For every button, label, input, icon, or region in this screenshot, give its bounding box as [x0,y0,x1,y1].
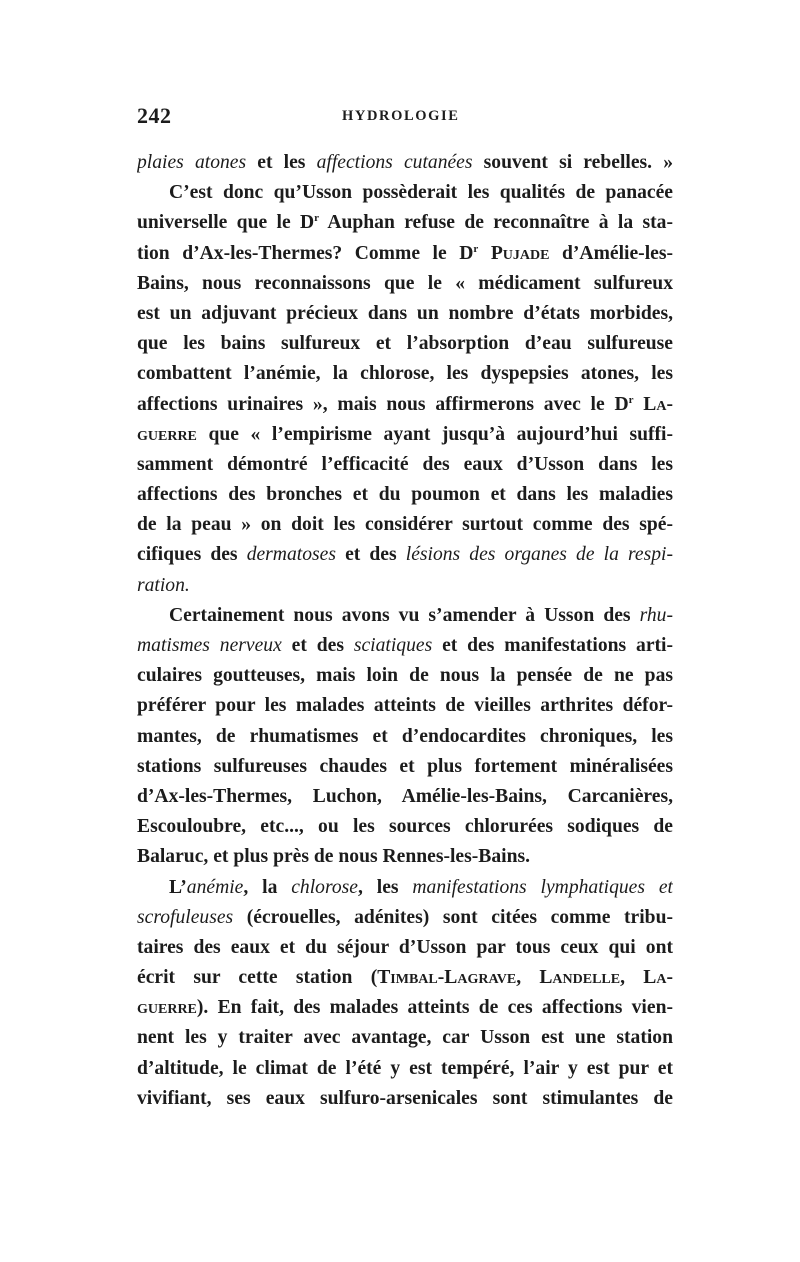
small-caps-name: La- [643,393,673,415]
text-segment: d’Ax-les-Thermes, Luchon, Amélie-les-Bains, Carcanières, [137,785,673,807]
text-line [137,933,673,963]
running-head [137,103,677,133]
text-line [137,873,673,903]
text-line [137,420,673,450]
italic-text: plaies atones [137,152,247,173]
text-segment: universelle que le D [137,212,315,234]
text-line [137,510,673,540]
text-line [137,359,673,389]
small-caps-name: Timbal-Lagrave [377,967,517,989]
text-segment: samment démontré l’efficacité des eaux d’Usson dans les [137,453,673,475]
text-segment: préférer pour les malades atteints de vieilles arthrites défor- [137,695,673,717]
text-segment: , [620,967,644,989]
italic-text: rhu- [639,604,673,626]
superscript: r [314,212,320,225]
text-line [137,390,673,420]
text-segment: et les [246,152,317,173]
text-segment: (écrouelles, adénites) sont citées comme tribu- [233,906,673,928]
text-segment: nent les y traiter avec avantage, car Usson est une station [137,1027,673,1049]
text-line [137,963,673,993]
text-segment: que « l’empirisme ayant jusqu’à aujourd’hui suffi- [196,423,673,445]
italic-text: ration. [137,574,190,596]
text-line [137,1084,673,1114]
italic-text: manifestations lymphatiques et [412,876,673,898]
italic-text: scrofuleuses [137,906,234,928]
small-caps-name: Pujade [490,242,550,264]
small-caps-name: guerre [137,423,197,445]
text-segment: tion d’Ax-les-Thermes? Comme le D [137,242,474,264]
italic-text: lésions des organes de la respi- [405,544,673,566]
text-line [137,631,673,661]
italic-text: affections cutanées [316,152,473,173]
small-caps-name: La- [643,967,673,989]
text-line [137,601,673,631]
text-segment: taires des eaux et du séjour d’Usson par tous ceux qui ont [137,936,673,958]
superscript: r [473,242,479,255]
text-line [137,329,673,359]
text-segment: et des manifestations arti- [432,635,673,656]
running-title: HYDROLOGIE [342,108,460,124]
text-segment: d’altitude, le climat de l’été y est tempéré, l’air y est pur et [137,1057,673,1079]
text-segment: vivifiant, ses eaux sulfuro-arsenicales sont stimulantes de [137,1087,673,1109]
text-segment: Certainement nous avons vu s’amender à Usson des [169,604,640,626]
text-segment: , la [243,876,292,898]
body-text [137,148,673,1114]
text-segment: , les [358,876,413,898]
italic-text: dermatoses [246,544,336,566]
text-segment: et des [281,635,354,656]
text-segment: , [516,967,540,989]
italic-text: anémie [186,876,244,898]
text-segment [478,243,491,264]
text-segment: L’ [169,876,187,898]
text-segment: de la peau » on doit les considérer surtout comme des spé- [137,514,673,536]
italic-text: matismes nerveux [137,635,282,656]
text-segment: combattent l’anémie, la chlorose, les dyspepsies atones, les [137,363,673,385]
small-caps-name: Landelle [539,967,621,989]
text-line [137,299,673,329]
text-segment: Escouloubre, etc..., ou les sources chlorurées sodiques de [137,816,673,838]
text-line [137,239,673,269]
text-segment: d’Amélie-les- [549,242,673,264]
text-line [137,722,673,752]
italic-text: sciatiques [353,635,433,656]
text-line [137,178,673,208]
text-segment [634,394,644,415]
text-line [137,540,673,570]
text-segment: écrit sur cette station ( [137,967,378,989]
text-segment: est un adjuvant précieux dans un nombre d’états morbides, [137,302,673,324]
text-segment: souvent si rebelles. » [472,152,673,173]
text-line [137,1054,673,1084]
text-line [137,782,673,812]
text-segment: culaires goutteuses, mais loin de nous la pensée de ne pas [137,665,673,687]
text-line [137,450,673,480]
text-segment: Balaruc, et plus près de nous Rennes-les-Bains. [137,846,531,868]
text-line [137,993,673,1023]
text-segment: affections urinaires », mais nous affirmerons avec le D [137,393,629,415]
text-line [137,571,673,601]
page-number: 242 [137,103,172,128]
text-segment: ). En fait, des malades atteints de ces affections vien- [196,997,673,1019]
text-line [137,269,673,299]
text-line [137,208,673,238]
text-segment: Bains, nous reconnaissons que le « médicament sulfureux [137,272,673,294]
text-line [137,903,673,933]
text-line [137,661,673,691]
italic-text: chlorose [291,876,358,898]
text-line [137,480,673,510]
text-line [137,1023,673,1053]
text-segment: C’est donc qu’Usson possèderait les qualités de panacée [169,182,673,204]
text-line [137,691,673,721]
text-segment: stations sulfureuses chaudes et plus fortement minéralisées [137,755,673,777]
text-segment: mantes, de rhumatismes et d’endocardites chroniques, les [137,725,673,747]
text-segment: affections des bronches et du poumon et dans les maladies [137,484,673,506]
text-segment: Auphan refuse de reconnaître à la sta- [319,212,673,234]
text-segment: que les bains sulfureux et l’absorption d’eau sulfureuse [137,333,673,355]
text-segment: cifiques des [137,544,247,566]
text-line [137,842,673,872]
small-caps-name: guerre [137,997,197,1019]
text-line [137,812,673,842]
text-line [137,752,673,782]
superscript: r [628,393,634,406]
text-line [137,148,673,178]
text-segment: et des [335,544,406,566]
